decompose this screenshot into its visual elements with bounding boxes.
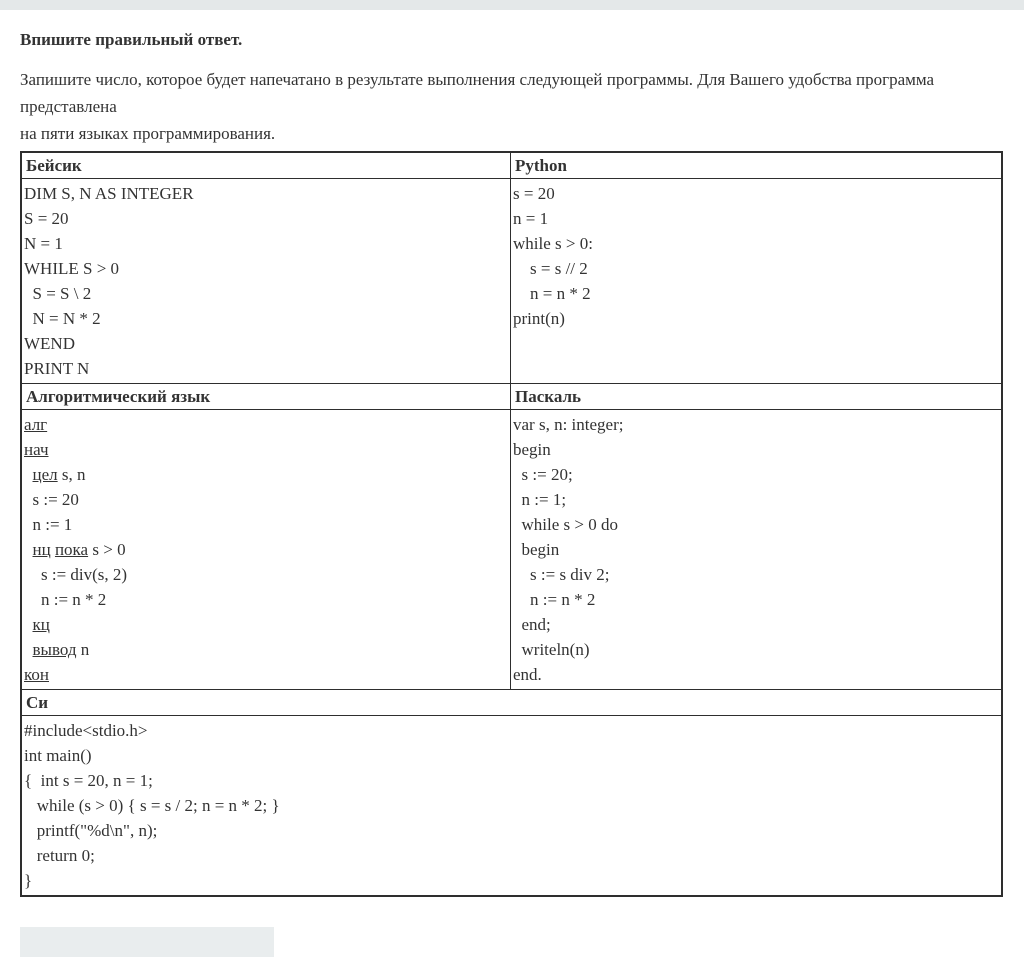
table-row bbox=[21, 716, 1002, 897]
task-line-2: представлена bbox=[20, 97, 117, 116]
table-row bbox=[21, 410, 1002, 690]
table-row bbox=[21, 179, 1002, 384]
code-basic: DIM S, N AS INTEGER S = 20 N = 1 WHILE S > 0 S = S \ 2 N = N * 2 WEND PRINT N bbox=[21, 179, 511, 384]
content-area bbox=[0, 29, 1024, 957]
task-line-1: Запишите число, которое будет напечатано в результате выполнения следующей программы. Для Вашего удобства программа bbox=[20, 70, 935, 89]
header-python: Python bbox=[511, 152, 1002, 179]
header-algorithmic: Алгоритмический язык bbox=[21, 384, 511, 410]
answer-input[interactable] bbox=[20, 927, 274, 957]
page-title: Впишите правильный ответ. bbox=[20, 30, 243, 49]
task-line-3: на пяти языках программирования. bbox=[20, 124, 276, 143]
header-pascal: Паскаль bbox=[511, 384, 1002, 410]
header-c: Си bbox=[21, 690, 1002, 716]
code-c: #include<stdio.h> int main() { int s = 20, n = 1; while (s > 0) { s = s / 2; n = n * 2; } printf("%d\n", n); return 0; } bbox=[21, 716, 1002, 897]
task-text bbox=[20, 66, 1004, 147]
table-row bbox=[21, 152, 1002, 179]
top-divider-bar bbox=[0, 0, 1024, 10]
code-algorithmic: алг нач цел s, n s := 20 n := 1 нц пока s > 0 s := div(s, 2) n := n * 2 кц вывод n кон bbox=[21, 410, 511, 690]
code-pascal: var s, n: integer; begin s := 20; n := 1; while s > 0 do begin s := s div 2; n := n * 2 end; writeln(n) end. bbox=[511, 410, 1002, 690]
header-basic: Бейсик bbox=[21, 152, 511, 179]
code-python: s = 20 n = 1 while s > 0: s = s // 2 n = n * 2 print(n) bbox=[511, 179, 1002, 384]
table-row bbox=[21, 690, 1002, 716]
table-row bbox=[21, 384, 1002, 410]
program-languages-table bbox=[20, 151, 1003, 897]
